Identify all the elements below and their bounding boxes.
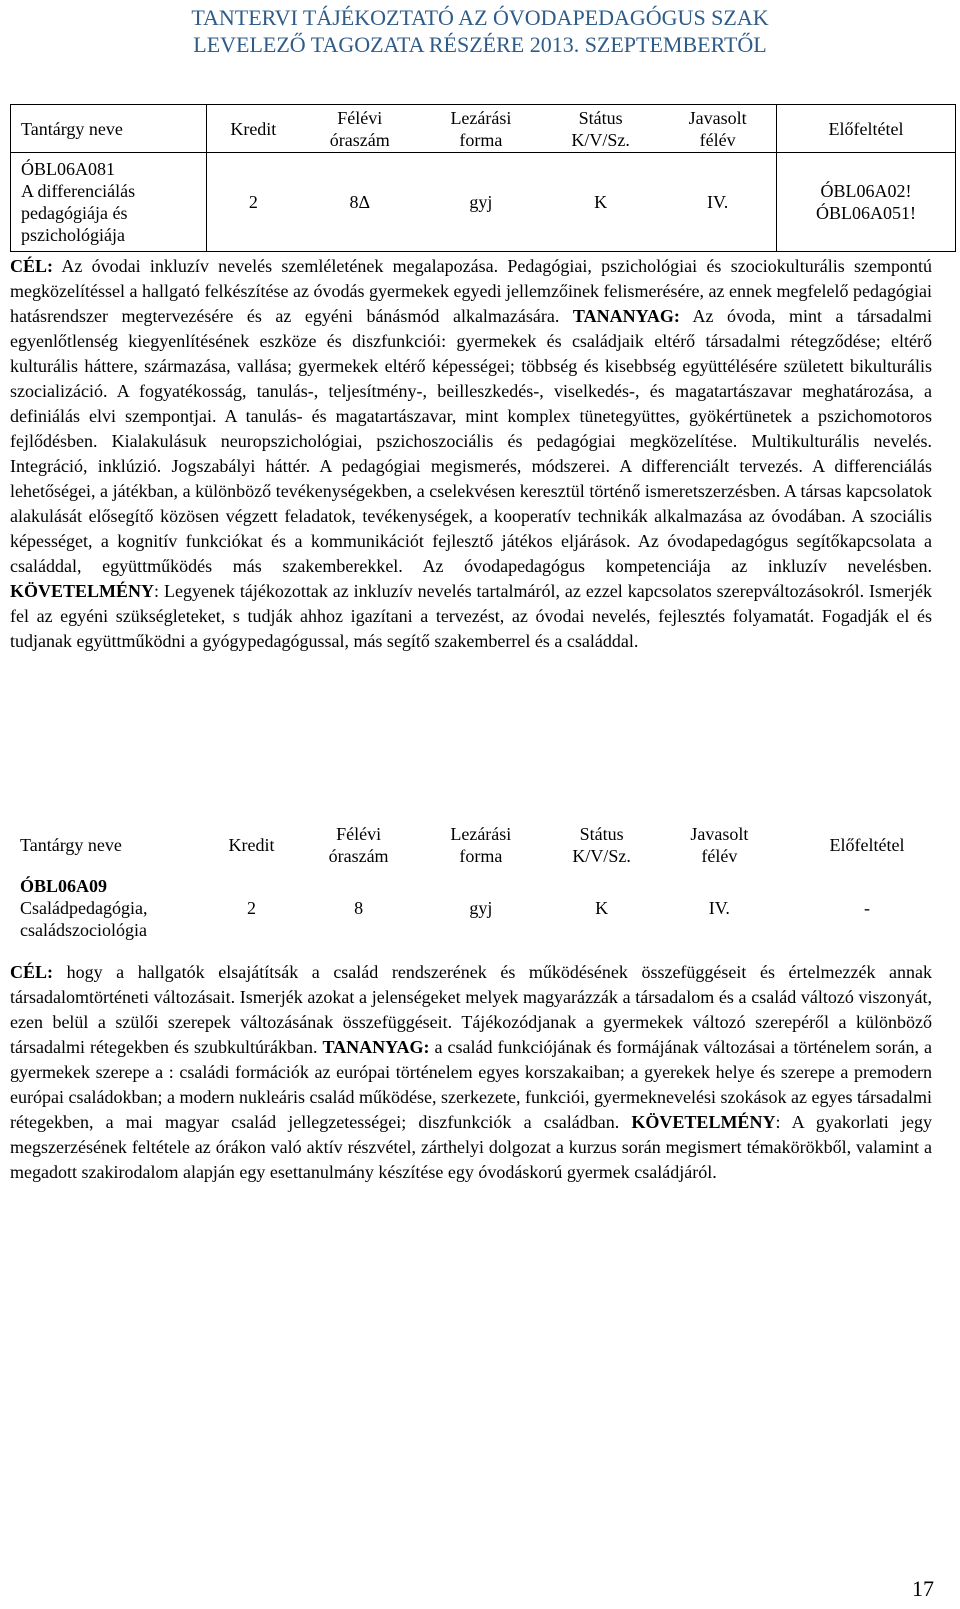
course-table-1 xyxy=(10,104,956,252)
course-1-credit: 2 xyxy=(248,192,258,212)
course-2-exam: gyj xyxy=(469,898,493,918)
col-name-header: Tantárgy neve xyxy=(11,105,207,153)
course-2-name: ÓBL06A09 Családpedagógia, családszociológia xyxy=(20,876,148,940)
tananyag-label: TANANYAG: xyxy=(322,1037,430,1057)
course-1-code: ÓBL06A081 xyxy=(21,159,115,179)
course-2-credit: 2 xyxy=(246,898,256,918)
col-name-header: Tantárgy neve xyxy=(20,835,122,855)
course-row-2 xyxy=(10,870,956,946)
col-prereq-header: Előfeltétel xyxy=(829,835,905,855)
col-prereq-header: Előfeltétel xyxy=(777,105,956,153)
tananyag-label: TANANYAG: xyxy=(572,306,680,326)
course-table-header-row xyxy=(10,820,956,870)
col-exam-header: Lezárási forma xyxy=(420,105,542,153)
course-row-1 xyxy=(11,153,956,252)
course-1-description: CÉL: Az óvodai inkluzív nevelés szemléletének megalapozása. Pedagógiai, pszichológiai és szociokulturális szempontú megközelítéssel a hallgató felkészítése az óvodás gyermekek egyedi jellemzőinek felismerésére, az ennek megfelelő pedagógiai hatásrendszer megtervezésére és az egyéni bánásmód alkalmazására. TANANYAG: Az óvoda, mint a társadalmi egyenlőtlenség kiegyenlítésének eszköze és diszfunkciói: gyermekek és családjaik eltérő társadalmi rétegződése; eltérő kulturális háttere, származása, vallása; gyermekek eltérő képességei; többség és kisebbség együttélésére született bikulturális szocializáció. A fogyatékosság, tanulás-, teljesítmény-, beilleszkedés-, viselkedés-, és magatartászavar meghatározása, a definiálás elvi szempontjai. A tanulás- és magatartászavar, mint komplex tünetegyüttes, gyökértünetek a pszichomotoros fejlődésben. Kialakulásuk neuropszichológiai, pszichoszociális és pedagógiai megközelítése. Multikulturális nevelés. Integráció, inklúzió. Jogszabályi háttér. A pedagógiai megismerés, módszerei. A differenciált tervezés. A differenciálás lehetőségei, a játékban, a különböző tevékenységekben, a cselekvésen keresztül történő ismeretszerzésben. A társas kapcsolatok alakulását elősegítő közösen végzett feladatok, tevékenységek, a kooperatív technikák alkalmazása az óvodában. A szociális képességet, a kognitív funkciókat és a kommunikációt fejlesztő játékos eljárások. Az óvodapedagógus segítőkapcsolata a családdal, együttműködés más szakemberekkel. Az óvodapedagógus kompetenciája az inkluzív nevelésben. KÖVETELMÉNY: Legyenek tájékozottak az inkluzív nevelés tartalmáról, az ezzel kapcsolatos szerepváltozásokról. Ismerjék fel az egyéni szükségleteket, s tudják ahhoz igazítani a tervezést, az óvodai nevelés, fejlesztés folyamatát. Fogadják el és tudjanak együttműködni a gyógypedagógussal, más segítő szakemberrel és a családdal. xyxy=(10,256,932,651)
course-2-status: K xyxy=(595,898,609,918)
col-semester-header: Javasolt félév xyxy=(690,824,749,866)
course-table-2 xyxy=(10,820,956,946)
page-number: 17 xyxy=(912,1576,934,1601)
course-1-exam: gyj xyxy=(469,192,493,212)
col-status-header: Státus K/V/Sz. xyxy=(542,105,659,153)
course-2-code: ÓBL06A09 xyxy=(20,876,108,896)
col-credit-header: Kredit xyxy=(228,835,275,855)
course-1-hours: 8Δ xyxy=(349,192,371,212)
course-2-hours: 8 xyxy=(354,898,364,918)
cel-label: CÉL: xyxy=(10,256,54,276)
col-semester-header: Javasolt félév xyxy=(659,105,776,153)
course-1-prereq: ÓBL06A02! ÓBL06A051! xyxy=(777,153,956,252)
course-1-semester: IV. xyxy=(707,192,729,212)
course-2-description: CÉL: hogy a hallgatók elsajátítsák a család rendszerének és működésének összefüggéseit és értelmezzék annak társadalomtörténeti változásait. Ismerjék azokat a jelenségeket melyek magyarázzák a társadalom és a család változó viszonyát, ezen belül a szülői szerepek változásának összefüggéseit. Tájékozódjanak a gyermekek változó szerepéről a különböző társadalmi rétegekben és szubkultúrákban. TANANYAG: a család funkciójának és formájának változásai a történelem során, a gyermekek szerepe a : családi formációk az európai történelem egyes korszakaiban; a gyerekek helye és szerepe a premodern európai családokban; a modern nukleáris család működése, szerkezete, funkciói, gyermeknevelési szokások az egyes társadalmi rétegekben, a mai magyar család jellegzetességei; diszfunkciók a családban. KÖVETELMÉNY: A gyakorlati jegy megszerzésének feltétele az órákon való aktív részvétel, zárthelyi dolgozat a kurzus során megismert témakörökből, valamint a megadott szakirodalom alapján egy esettanulmány készítése egy óvodáskorú gyermek családjáról. xyxy=(10,962,932,1182)
course-1-name: ÓBL06A081 A differenciálás pedagógiája és pszichológiája xyxy=(11,153,207,252)
col-credit-header: Kredit xyxy=(207,105,300,153)
header-line-1: TANTERVI TÁJÉKOZTATÓ AZ ÓVODAPEDAGÓGUS SZAK xyxy=(191,5,769,30)
course-table-header-row xyxy=(11,105,956,153)
course-2-prereq: - xyxy=(864,898,870,918)
kovetelmeny-label: KÖVETELMÉNY xyxy=(10,581,155,601)
col-status-header: Státus K/V/Sz. xyxy=(572,824,631,866)
col-exam-header: Lezárási forma xyxy=(450,824,512,866)
course-1-status: K xyxy=(594,192,608,212)
kovetelmeny-label: KÖVETELMÉNY xyxy=(631,1112,776,1132)
course-2-semester: IV. xyxy=(708,898,730,918)
header-line-2: LEVELEZŐ TAGOZATA RÉSZÉRE 2013. SZEPTEMBERTŐL xyxy=(193,32,767,57)
col-hours-header: Félévi óraszám xyxy=(328,824,389,866)
col-hours-header: Félévi óraszám xyxy=(300,105,420,153)
cel-label: CÉL: xyxy=(10,962,54,982)
